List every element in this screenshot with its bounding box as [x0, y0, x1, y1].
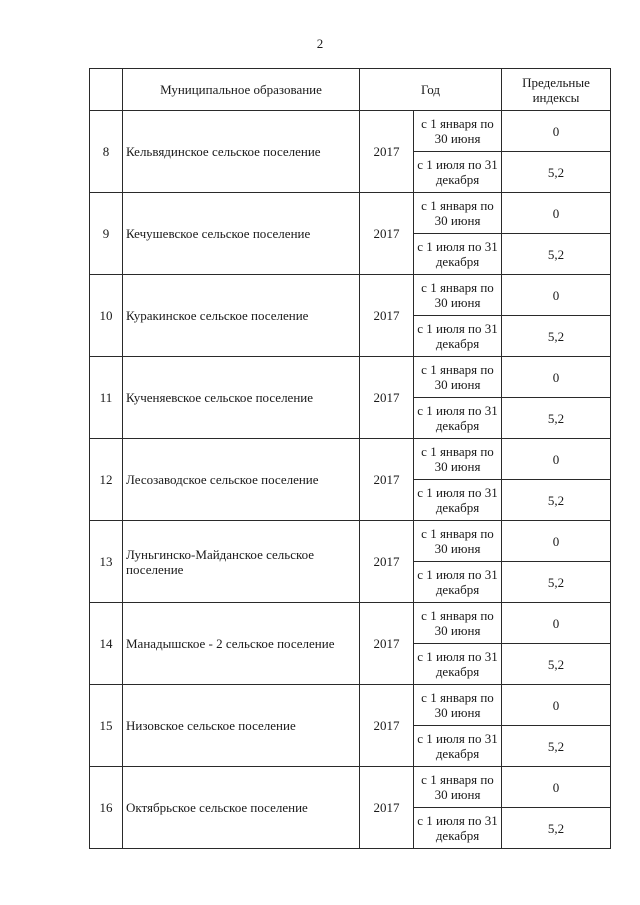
- row-number: 12: [90, 439, 123, 521]
- row-year: 2017: [360, 603, 414, 685]
- index-value: 5,2: [502, 726, 611, 767]
- index-value: 0: [502, 685, 611, 726]
- index-value: 5,2: [502, 644, 611, 685]
- table-row: [90, 521, 611, 562]
- row-number: 16: [90, 767, 123, 849]
- table-row: [90, 685, 611, 726]
- period-label: с 1 января по 30 июня: [414, 521, 502, 562]
- row-number: 8: [90, 111, 123, 193]
- table-row: [90, 767, 611, 808]
- municipality-name: Низовское сельское поселение: [123, 685, 360, 767]
- row-year: 2017: [360, 521, 414, 603]
- index-value: 0: [502, 193, 611, 234]
- index-value: 5,2: [502, 562, 611, 603]
- table-row: [90, 439, 611, 480]
- period-label: с 1 января по 30 июня: [414, 767, 502, 808]
- table-row: [90, 603, 611, 644]
- row-year: 2017: [360, 193, 414, 275]
- row-number: 11: [90, 357, 123, 439]
- table-row: [90, 193, 611, 234]
- period-label: с 1 июля по 31 декабря: [414, 644, 502, 685]
- header-year: Год: [360, 69, 502, 111]
- row-year: 2017: [360, 111, 414, 193]
- index-value: 5,2: [502, 808, 611, 849]
- row-year: 2017: [360, 767, 414, 849]
- period-label: с 1 января по 30 июня: [414, 357, 502, 398]
- page-number: 2: [316, 36, 324, 51]
- municipality-name: Кельвядинское сельское поселение: [123, 111, 360, 193]
- table-header-row: [90, 69, 611, 111]
- municipality-name: Лесозаводское сельское поселение: [123, 439, 360, 521]
- period-label: с 1 января по 30 июня: [414, 275, 502, 316]
- period-label: с 1 января по 30 июня: [414, 111, 502, 152]
- row-year: 2017: [360, 275, 414, 357]
- index-value: 0: [502, 521, 611, 562]
- period-label: с 1 января по 30 июня: [414, 685, 502, 726]
- period-label: с 1 июля по 31 декабря: [414, 316, 502, 357]
- row-number: 9: [90, 193, 123, 275]
- index-value: 0: [502, 111, 611, 152]
- row-number: 14: [90, 603, 123, 685]
- row-year: 2017: [360, 685, 414, 767]
- index-value: 5,2: [502, 480, 611, 521]
- indices-table: [89, 68, 611, 849]
- period-label: с 1 января по 30 июня: [414, 603, 502, 644]
- table-row: [90, 111, 611, 152]
- row-number: 13: [90, 521, 123, 603]
- header-indices: Предельные индексы: [502, 69, 611, 111]
- index-value: 0: [502, 275, 611, 316]
- municipality-name: Кученяевское сельское поселение: [123, 357, 360, 439]
- table-row: [90, 275, 611, 316]
- municipality-name: Кечушевское сельское поселение: [123, 193, 360, 275]
- index-value: 0: [502, 603, 611, 644]
- index-value: 5,2: [502, 234, 611, 275]
- index-value: 0: [502, 357, 611, 398]
- row-number: 10: [90, 275, 123, 357]
- index-value: 0: [502, 439, 611, 480]
- index-value: 5,2: [502, 316, 611, 357]
- period-label: с 1 июля по 31 декабря: [414, 726, 502, 767]
- row-year: 2017: [360, 439, 414, 521]
- period-label: с 1 июля по 31 декабря: [414, 562, 502, 603]
- municipality-name: Луньгинско-Майданское сельское поселение: [123, 521, 360, 603]
- table-row: [90, 357, 611, 398]
- index-value: 0: [502, 767, 611, 808]
- period-label: с 1 июля по 31 декабря: [414, 398, 502, 439]
- period-label: с 1 января по 30 июня: [414, 193, 502, 234]
- header-num: [90, 69, 123, 111]
- row-number: 15: [90, 685, 123, 767]
- index-value: 5,2: [502, 152, 611, 193]
- municipality-name: Манадышское - 2 сельское поселение: [123, 603, 360, 685]
- period-label: с 1 января по 30 июня: [414, 439, 502, 480]
- period-label: с 1 июля по 31 декабря: [414, 808, 502, 849]
- row-year: 2017: [360, 357, 414, 439]
- municipality-name: Куракинское сельское поселение: [123, 275, 360, 357]
- period-label: с 1 июля по 31 декабря: [414, 480, 502, 521]
- period-label: с 1 июля по 31 декабря: [414, 234, 502, 275]
- header-municipality: Муниципальное образование: [123, 69, 360, 111]
- index-value: 5,2: [502, 398, 611, 439]
- period-label: с 1 июля по 31 декабря: [414, 152, 502, 193]
- municipality-name: Октябрьское сельское поселение: [123, 767, 360, 849]
